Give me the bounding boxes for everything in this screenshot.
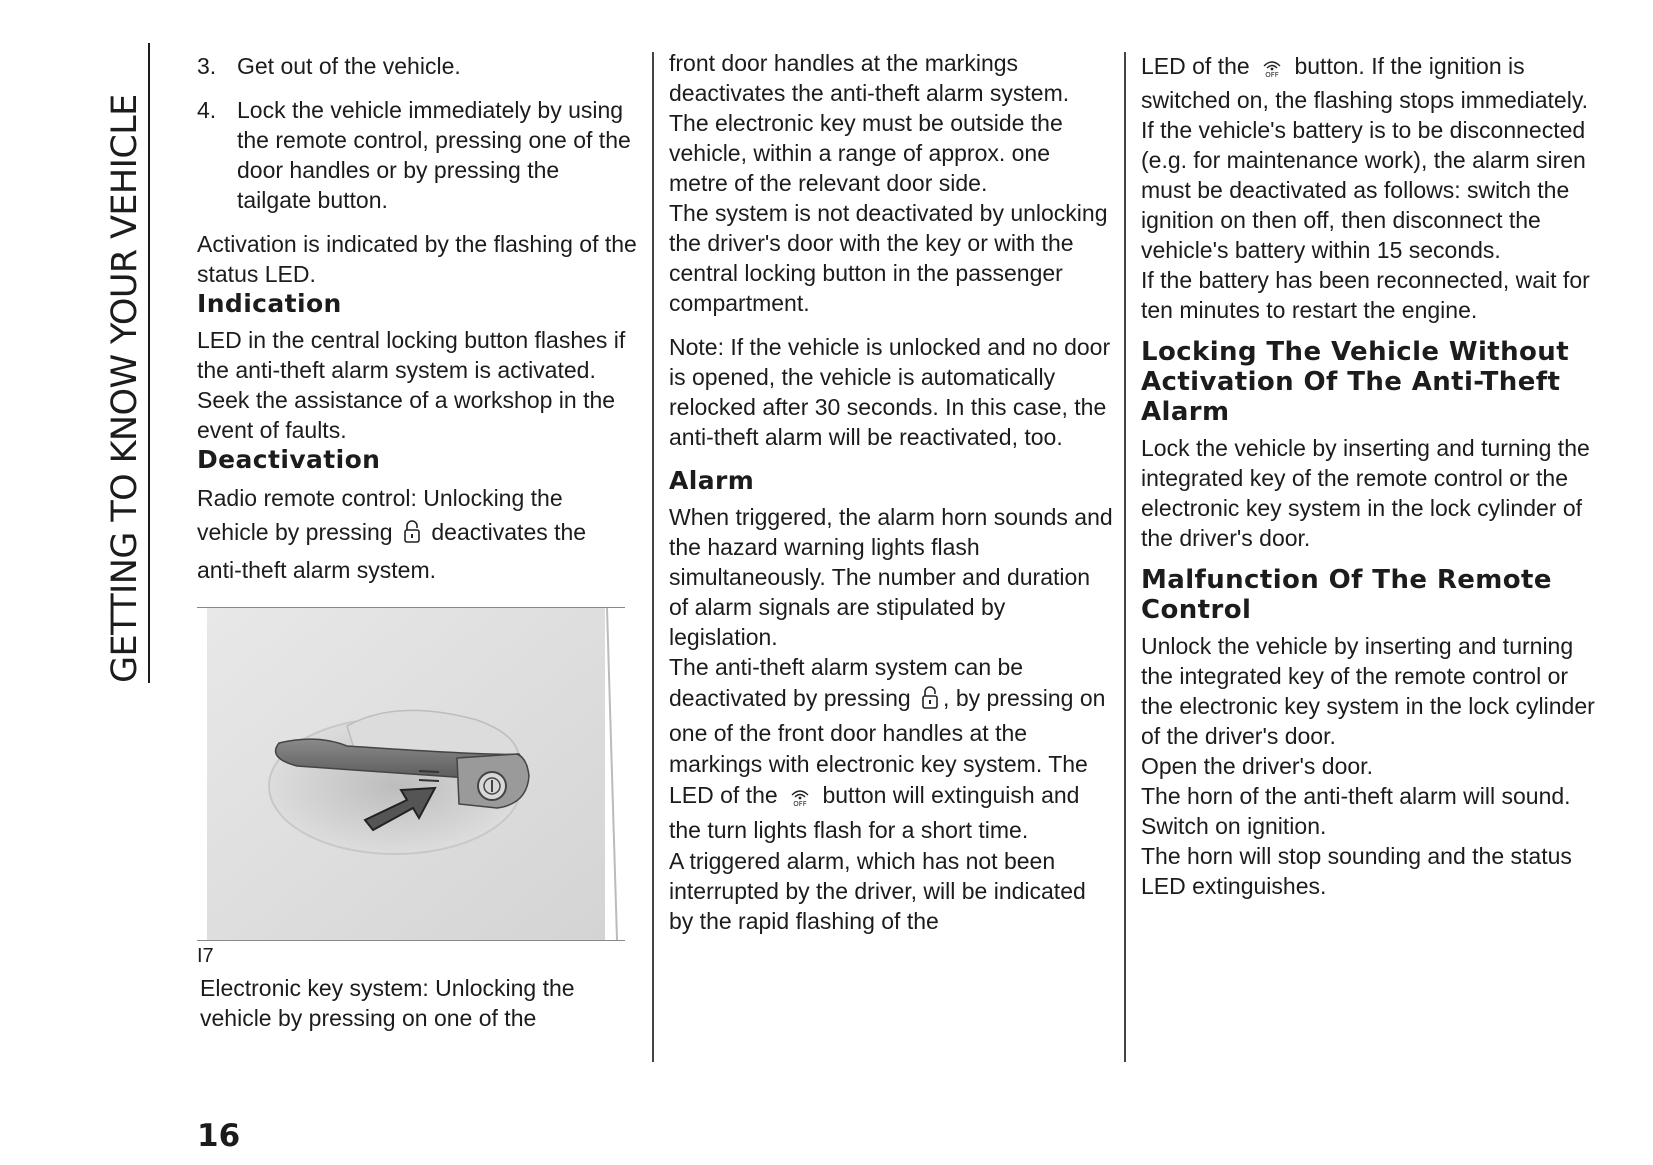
alarm-text-b: , by pressing on one of the front door handles at the markings with electronic key system. The LED of the — [669, 685, 1106, 808]
paragraph: The system is not deactivated by unlocking the driver's door with the key or with the central locking button in the passenger compartment. — [669, 200, 1108, 316]
paragraph: The horn will stop sounding and the status LED extinguishes. — [1141, 843, 1572, 899]
paragraph: Unlock the vehicle by inserting and turning the integrated key of the remote control or the electronic key system in the lock cylinder of the driver's door. — [1141, 633, 1595, 749]
column-divider — [1124, 52, 1126, 1062]
page-number: 16 — [197, 1118, 241, 1154]
off-text: OFF — [1265, 71, 1279, 78]
malfunction-heading: Malfunction Of The Remote Control — [1141, 565, 1552, 625]
list-text: Get out of the vehicle. — [237, 53, 461, 79]
unlock-padlock-icon — [403, 519, 421, 553]
alarm-heading: Alarm — [669, 466, 755, 495]
activation-text: Activation is indicated by the flashing of the status LED. — [197, 231, 637, 287]
locking-heading: Locking The Vehicle Without Activation Of The Anti-Theft Alarm — [1141, 337, 1570, 427]
alarm-text-a: The anti-theft alarm system can be deactivated by pressing — [669, 654, 1024, 711]
list-number: 3. — [197, 53, 217, 79]
paragraph: Lock the vehicle by inserting and turning the integrated key of the remote control or the electronic key system in the lock cylinder of the driver's door. — [1141, 435, 1590, 551]
led-text-b: button. If the ignition is switched on, the flashing stops immediately. — [1141, 53, 1589, 113]
led-text-a: LED of the — [1141, 53, 1250, 79]
unlock-padlock-icon — [921, 686, 939, 718]
indication-text: Seek the assistance of a workshop in the event of faults. — [197, 387, 616, 443]
list-text: Lock the vehicle immediately by using the remote control, pressing one of the door handles or by pressing the tailgate button. — [237, 97, 631, 213]
note-text: If the vehicle is unlocked and no door is opened, the vehicle is automatically relocked after 30 seconds. In this case, the anti-theft alarm will be reactivated, too. — [669, 334, 1111, 450]
alarm-text-c: button will extinguish and the turn lights flash for a short time. — [669, 782, 1080, 843]
alarm-off-icon — [1260, 55, 1284, 85]
indication-heading: Indication — [197, 289, 342, 318]
figure-label: I7 — [197, 945, 214, 967]
deactivation-text — [197, 481, 637, 587]
door-handle-illustration — [197, 608, 625, 940]
column-2 — [669, 48, 1113, 936]
paragraph: A triggered alarm, which has not been interrupted by the driver, will be indicated by the rapid flashing of the — [669, 848, 1086, 934]
deactivation-heading: Deactivation — [197, 445, 381, 474]
column-divider — [652, 52, 654, 1062]
electronic-key-text: Electronic key system: Unlocking the vehicle by pressing on one of the — [200, 975, 575, 1031]
paragraph: Open the driver's door. — [1141, 753, 1373, 779]
paragraph: front door handles at the markings deactivates the anti-theft alarm system. The electronic key must be outside the vehicle, within a range of approx. one metre of the relevant door side. — [669, 50, 1070, 196]
alarm-off-icon — [788, 784, 812, 815]
off-text: OFF — [793, 800, 807, 807]
deactivation-text-a: Radio remote control: Unlocking the vehicle by pressing — [197, 485, 563, 545]
paragraph: When triggered, the alarm horn sounds and the hazard warning lights flash simultaneously. The number and duration of alarm signals are stipulated by legislation. — [669, 504, 1113, 650]
door-handle-figure — [197, 607, 625, 941]
paragraph: If the vehicle's battery is to be disconnected (e.g. for maintenance work), the alarm siren must be deactivated as follows: switch the ignition on then off, then disconnect the vehicle's battery within 15 seconds. — [1141, 117, 1586, 263]
section-title: GETTING TO KNOW YOUR VEHICLE — [100, 43, 150, 683]
list-item — [197, 51, 637, 81]
paragraph: The horn of the anti-theft alarm will sound. — [1141, 783, 1571, 809]
paragraph: If the battery has been reconnected, wait for ten minutes to restart the engine. — [1141, 267, 1590, 323]
paragraph — [1141, 51, 1601, 115]
paragraph: Switch on ignition. — [1141, 813, 1327, 839]
list-item — [197, 95, 637, 215]
indication-text: LED in the central locking button flashes if the anti-theft alarm system is activated. — [197, 327, 626, 383]
list-number: 4. — [197, 97, 217, 123]
deactivation-text-b: deactivates the anti-theft alarm system. — [197, 519, 587, 583]
column-1 — [197, 48, 637, 1033]
note-label: Note: — [669, 334, 724, 360]
column-3 — [1141, 48, 1601, 901]
paragraph — [669, 652, 1113, 846]
note-paragraph — [669, 332, 1113, 452]
